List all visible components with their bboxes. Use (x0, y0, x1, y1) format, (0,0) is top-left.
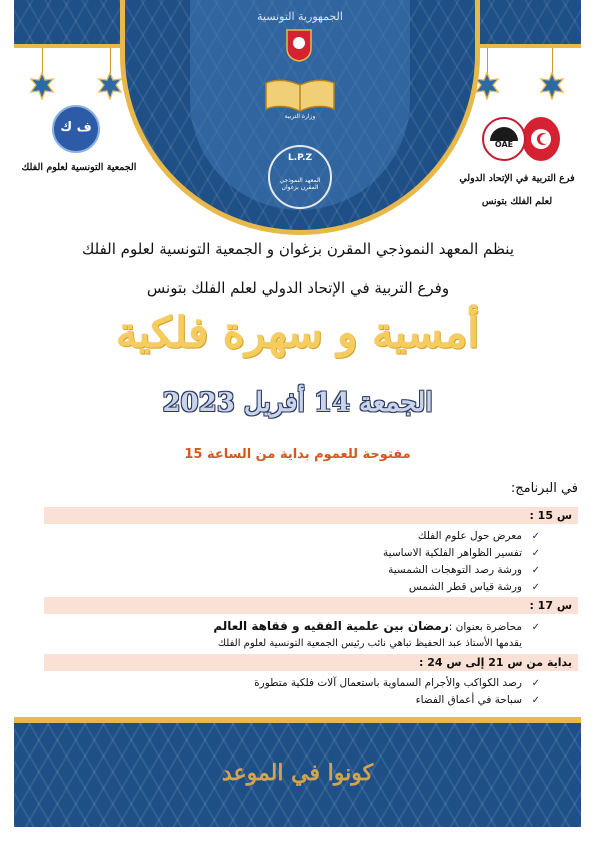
star-lamp-icon (538, 72, 566, 100)
oae-label: OAE (494, 140, 514, 149)
iau-branch-caption-2: لعلم الفلك بتونس (481, 196, 553, 207)
check-icon: ✓ (531, 622, 540, 633)
iau-branch-caption-1: فرع التربية في الإتحاد الدولي (459, 173, 575, 184)
lamp-cord (110, 48, 111, 74)
program-item-text: تفسير الظواهر الفلكية الاساسية (383, 547, 522, 559)
lamp-cord (552, 48, 553, 74)
astronomy-society-logo (52, 105, 100, 153)
society-caption: الجمعية التونسية لعلوم الفلك (21, 162, 137, 173)
program-item (60, 694, 540, 706)
check-icon: ✓ (531, 582, 540, 593)
lamp-cord (42, 48, 43, 74)
organizers-line-2: وفرع التربية في الإتحاد الدولي لعلم الفلك بتونس (146, 279, 450, 297)
check-icon: ✓ (531, 695, 540, 706)
program-item-text: ورشة قياس قطر الشمس (408, 581, 522, 593)
session-time-bar: س 15 : (44, 507, 578, 524)
lpz-school-logo (268, 145, 332, 209)
organizers-line-1: ينظم المعهد النموذجي المقرن بزغوان و الجمعية التونسية لعلوم الفلك (81, 240, 514, 258)
lpz-name: المعهد النموذجي المقرن بزغوان (279, 177, 321, 191)
star-lamp-icon (28, 72, 56, 100)
lamp-cord (487, 48, 488, 74)
event-date: الجمعة 14 أفريل 2023 (162, 388, 433, 418)
program-item (60, 581, 540, 593)
book-emblem-icon (262, 75, 338, 115)
check-icon: ✓ (531, 548, 540, 559)
check-icon: ✓ (531, 565, 540, 576)
program-item-text: ورشة رصد التوهجات الشمسية (388, 564, 522, 576)
republic-line: الجمهورية التونسية (257, 10, 343, 23)
program-item (60, 547, 540, 559)
lpz-abbr: L.P.Z (287, 153, 313, 163)
program-item (60, 677, 540, 689)
tunisia-emblem-icon (284, 28, 314, 62)
lecture-presenter: يقدمها الأستاذ عبد الحفيظ تباهي نائب رئيس الجمعية التونسية لعلوم الفلك (217, 638, 522, 649)
lecture-title: رمضان بين علمية الفقيه و فقاهة العالم (213, 619, 449, 633)
star-lamp-icon (473, 72, 501, 100)
program-item-text: معرض حول علوم الفلك (417, 530, 522, 542)
program-label: في البرنامج: (510, 481, 578, 496)
tunisia-flag-logo (522, 117, 560, 161)
check-icon: ✓ (531, 678, 540, 689)
star-lamp-icon (96, 72, 124, 100)
lecture-prefix: محاضرة بعنوان : (448, 621, 522, 633)
session-time-bar: س 17 : (44, 597, 578, 614)
session-time-bar: بداية من س 21 إلى س 24 : (44, 654, 578, 671)
program-item (60, 564, 540, 576)
open-to-public-note: مفتوحة للعموم بداية من الساعة 15 (184, 447, 411, 462)
program-item-text: رصد الكواكب والأجرام السماوية باستعمال آلات فلكية متطورة (254, 677, 522, 689)
ministry-label: وزارة التربية (284, 113, 316, 120)
society-logo-mark: ف ك (60, 120, 92, 135)
lecture-item (60, 619, 540, 633)
program-item-text: سباحة في أعماق الفضاء (415, 694, 522, 706)
program-item (60, 530, 540, 542)
event-title: أمسية و سهرة فلكية (115, 308, 480, 357)
oae-logo (482, 117, 526, 161)
footer-slogan: كونوا في الموعد (221, 760, 374, 786)
check-icon: ✓ (531, 531, 540, 542)
